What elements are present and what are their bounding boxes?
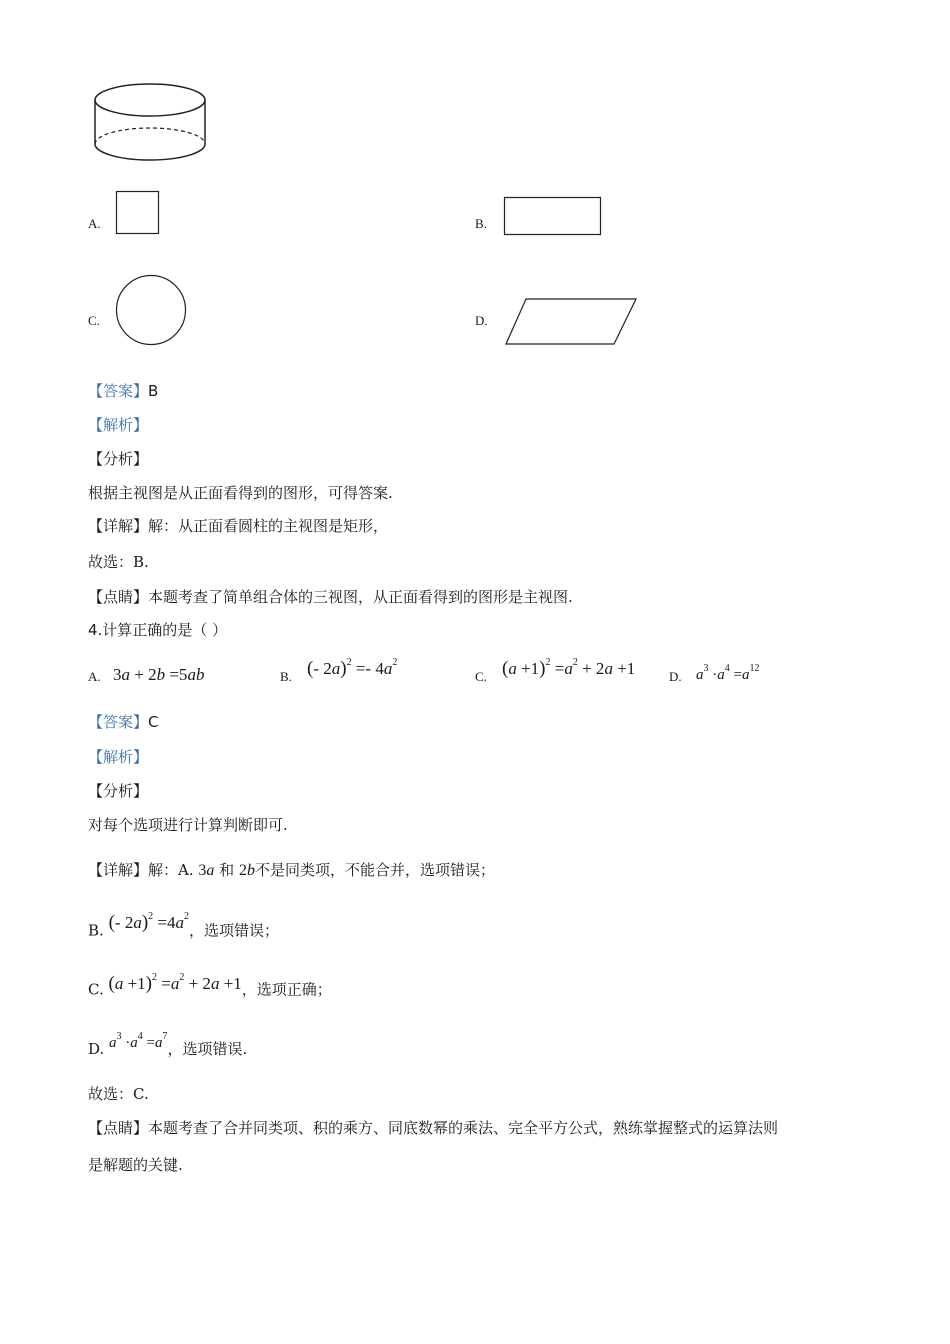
q4-comment-1: 【点睛】本题考查了合并同类项、积的乘方、同底数幂的乘法、完全平方公式，熟练掌握整式的运算法则 bbox=[88, 1119, 779, 1137]
cylinder-figure bbox=[92, 80, 212, 170]
q4-fenxi-text: 对每个选项进行计算判断即可. bbox=[88, 816, 288, 834]
q4-choice: 故选：C. bbox=[88, 1085, 149, 1103]
q3-fenxi-tag: 【分析】 bbox=[88, 450, 149, 468]
q4-fenxi-tag: 【分析】 bbox=[88, 782, 149, 800]
q4-detail-d: D. $a^3 \cdot a^4 =a^7$，选项错误. bbox=[88, 1031, 248, 1058]
q4-option-a-letter: A. bbox=[88, 669, 101, 684]
q4-analysis-tag: 【解析】 bbox=[88, 748, 149, 766]
answer-value: C bbox=[148, 713, 159, 731]
q4-detail-c: C. $(a +1)^2 =a^2 + 2a +1$，选项正确； bbox=[88, 972, 332, 999]
answer-value: B bbox=[148, 382, 159, 400]
q3-fenxi-text: 根据主视图是从正面看得到的图形，可得答案. bbox=[88, 484, 393, 502]
circle-icon bbox=[115, 274, 187, 346]
q4-option-b-letter: B. bbox=[280, 669, 292, 684]
parallelogram-icon bbox=[504, 297, 638, 347]
q4-option-a-formula: 3a + 2b =5ab bbox=[113, 665, 205, 684]
q3-answer-line bbox=[88, 381, 158, 401]
q3-comment: 【点睛】本题考查了简单组合体的三视图，从正面看得到的图形是主视图. bbox=[88, 588, 573, 606]
q4-option-b-formula: (- $2a)^2 =- 4a^2$ bbox=[307, 657, 398, 679]
option-c-letter: C. bbox=[88, 313, 100, 328]
q3-analysis-tag: 【解析】 bbox=[88, 416, 149, 434]
q4-detail-b: B. (- $2a)^2 =4a^2$，选项错误； bbox=[88, 911, 280, 940]
q4-answer-line bbox=[88, 712, 159, 732]
q4-option-c-letter: C. bbox=[475, 669, 487, 684]
option-d-letter: D. bbox=[475, 313, 488, 328]
option-a-letter: A. bbox=[88, 216, 101, 231]
answer-tag: 【答案】 bbox=[88, 713, 149, 731]
q3-detail: 【详解】解：从正面看圆柱的主视图是矩形， bbox=[88, 517, 389, 535]
q3-choice: 故选：B. bbox=[88, 553, 149, 571]
option-b-letter: B. bbox=[475, 216, 487, 231]
rectangle-icon bbox=[504, 197, 602, 237]
answer-tag: 【答案】 bbox=[88, 382, 149, 400]
q4-title: 4.计算正确的是（ ） bbox=[88, 621, 228, 639]
q4-comment-2: 是解题的关键. bbox=[88, 1156, 183, 1174]
q4-option-c-formula: $(a +1)^2 =a^2 + 2a +1$ bbox=[502, 657, 636, 679]
q4-option-d-formula: $a^3 \cdot a^4 =a^{12}$ bbox=[696, 663, 760, 683]
q4-option-d-letter: D. bbox=[669, 669, 682, 684]
q4-detail-a: 【详解】解：A. 3a 和 2b不是同类项，不能合并，选项错误； bbox=[88, 861, 495, 879]
square-icon bbox=[116, 191, 160, 235]
